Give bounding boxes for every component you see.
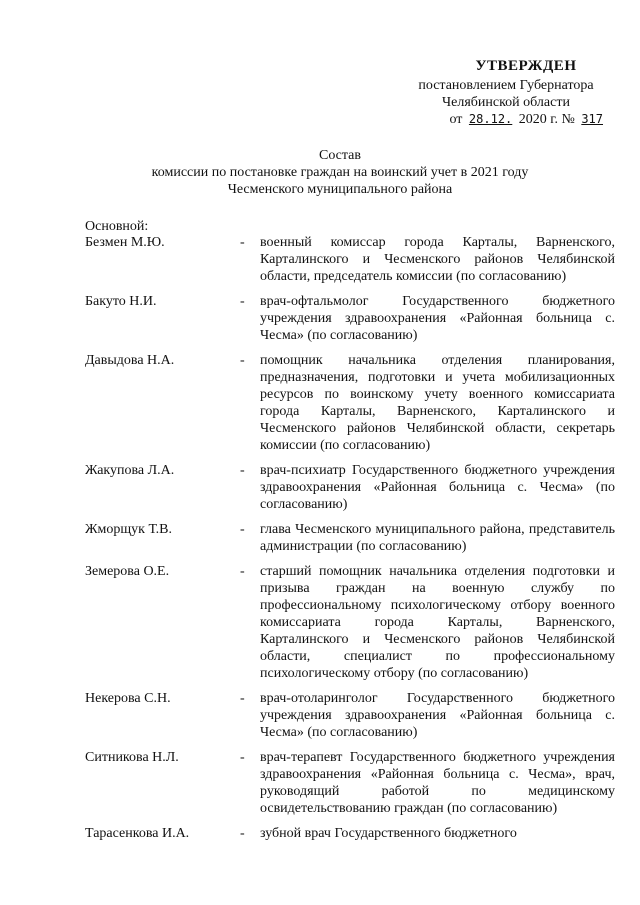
member-role: старший помощник начальника отделения подготовки и призыва граждан на военную службу по профессиональному психологическому отбору военного комиссариата города Карталы, Варненского, Карталинского и Чесменского районов Челябинской области, специалист по профессиональному психологическому отбору (по согласованию) bbox=[260, 564, 615, 681]
document-heading bbox=[0, 147, 640, 198]
heading-line-3: Чесменского муниципального района bbox=[227, 182, 453, 197]
member-row bbox=[85, 352, 615, 454]
member-dash: - bbox=[240, 353, 245, 368]
member-name: Ситникова Н.Л. bbox=[85, 750, 179, 765]
member-dash: - bbox=[240, 463, 245, 478]
member-name: Тарасенкова И.А. bbox=[85, 826, 190, 841]
member-name: Безмен М.Ю. bbox=[85, 235, 165, 250]
member-dash: - bbox=[240, 691, 245, 706]
member-role: врач-офтальмолог Государственного бюджетного учреждения здравоохранения «Районная больница с. Чесма» (по согласованию) bbox=[260, 294, 615, 343]
member-dash: - bbox=[240, 750, 245, 765]
section-label: Основной: bbox=[85, 219, 149, 234]
member-name: Жакупова Л.А. bbox=[85, 463, 175, 478]
member-row bbox=[85, 825, 615, 842]
member-row bbox=[85, 293, 615, 344]
member-row bbox=[85, 462, 615, 513]
member-row bbox=[85, 690, 615, 741]
member-name: Некерова С.Н. bbox=[85, 691, 171, 706]
approval-block bbox=[386, 58, 606, 128]
member-role: военный комиссар города Карталы, Варненского, Карталинского и Чесменского районов Челябинской области, председатель комиссии (по согласованию) bbox=[260, 235, 615, 284]
member-role: глава Чесменского муниципального района, представитель администрации (по согласованию) bbox=[260, 522, 615, 554]
approval-line-1: постановлением Губернатора bbox=[418, 78, 594, 93]
member-name: Жморщук Т.В. bbox=[85, 522, 172, 537]
member-dash: - bbox=[240, 235, 245, 250]
approval-date-line bbox=[386, 111, 606, 128]
member-name: Земерова О.Е. bbox=[85, 564, 170, 579]
date-value: 28.12. bbox=[468, 112, 513, 126]
member-row bbox=[85, 234, 615, 285]
decree-number: 317 bbox=[581, 112, 603, 126]
member-dash: - bbox=[240, 294, 245, 309]
member-dash: - bbox=[240, 826, 245, 841]
date-prefix: от bbox=[449, 112, 463, 127]
member-row bbox=[85, 521, 615, 555]
member-dash: - bbox=[240, 522, 245, 537]
member-role: врач-психиатр Государственного бюджетного учреждения здравоохранения «Районная больница с. Чесма» (по согласованию) bbox=[260, 463, 615, 512]
approval-line-2: Челябинской области bbox=[442, 95, 570, 110]
member-dash: - bbox=[240, 564, 245, 579]
heading-line-2: комиссии по постановке граждан на воинский учет в 2021 году bbox=[151, 165, 529, 180]
member-name: Бакуто Н.И. bbox=[85, 294, 157, 309]
member-row bbox=[85, 563, 615, 682]
heading-line-1: Состав bbox=[318, 148, 361, 163]
approval-title: УТВЕРЖДЕН bbox=[475, 58, 577, 74]
member-row bbox=[85, 749, 615, 817]
member-list bbox=[85, 234, 615, 850]
member-role: помощник начальника отделения планирования, предназначения, подготовки и учета мобилизационных ресурсов по воинскому учету военного комиссариата города Карталы, Варненского, Карталинского и Чесменского районов Челябинской области, секретарь комиссии (по согласованию) bbox=[260, 353, 615, 453]
member-role: врач-отоларинголог Государственного бюджетного учреждения здравоохранения «Районная больница с. Чесма» (по согласованию) bbox=[260, 691, 615, 740]
member-role: врач-терапевт Государственного бюджетного учреждения здравоохранения «Районная больница с. Чесма», врач, руководящий работой по медицинскому освидетельствованию граждан (по согласованию) bbox=[260, 750, 615, 816]
year-text: 2020 г. № bbox=[518, 112, 575, 127]
member-role: зубной врач Государственного бюджетного bbox=[260, 826, 517, 841]
member-name: Давыдова Н.А. bbox=[85, 353, 175, 368]
